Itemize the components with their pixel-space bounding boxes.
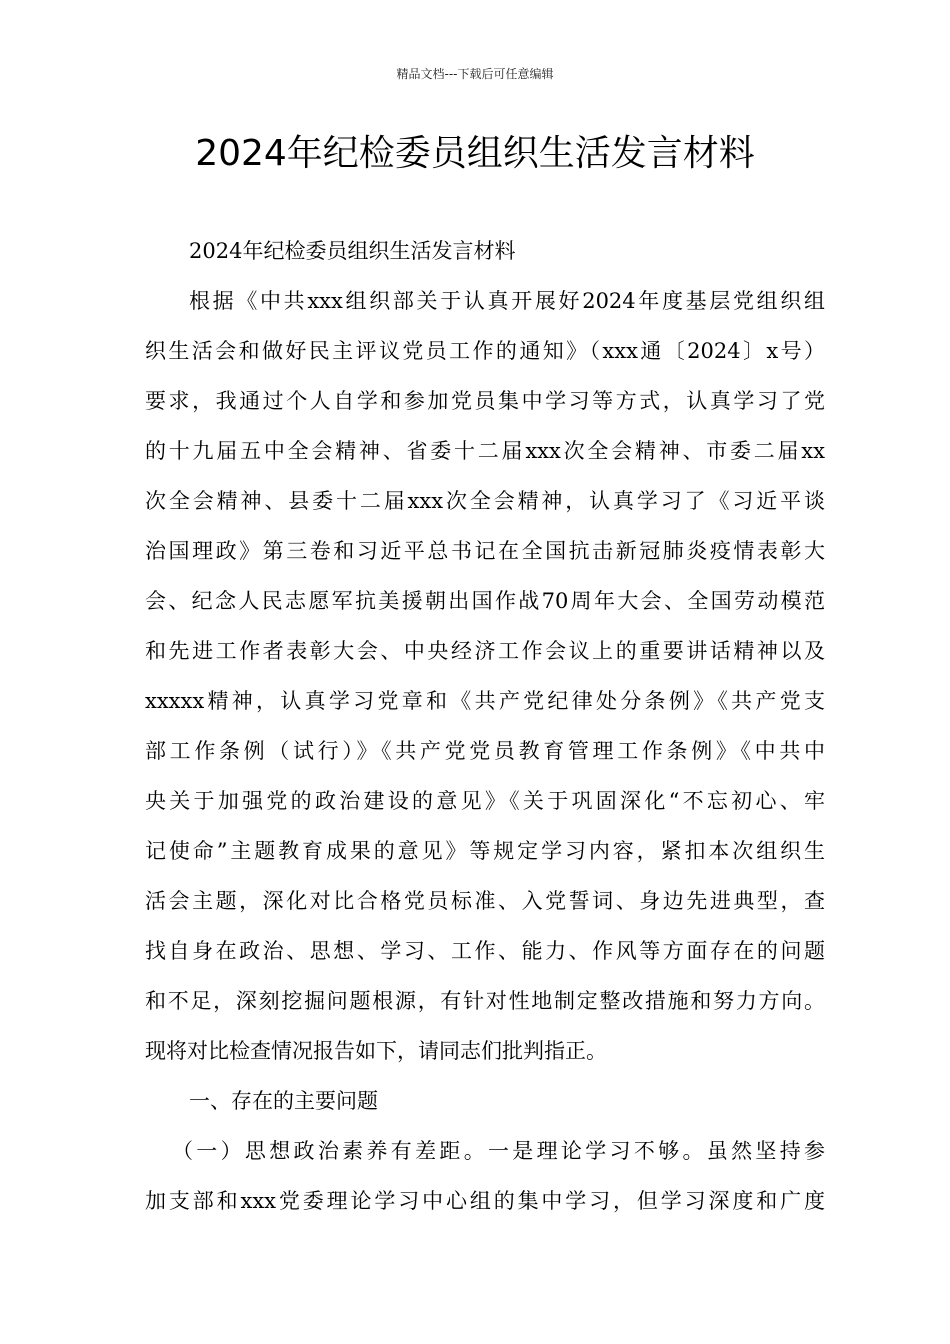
body-line: 现将对比检查情况报告如下，请同志们批判指正。	[145, 1039, 607, 1063]
body-line: 2024年纪检委员组织生活发言材料	[189, 239, 516, 263]
body-line: 记使命”主题教育成果的意见》等规定学习内容，紧扣本次组织生	[145, 839, 825, 863]
body-line: 的十九届五中全会精神、省委十二届xxx次全会精神、市委二届xx	[145, 439, 825, 463]
body-line: 和先进工作者表彰大会、中央经济工作会议上的重要讲话精神以及	[145, 639, 825, 663]
body-line: 活会主题，深化对比合格党员标准、入党誓词、身边先进典型，查	[145, 889, 825, 913]
section-heading: 一、存在的主要问题	[189, 1089, 378, 1113]
body-line: 织生活会和做好民主评议党员工作的通知》（xxx通〔2024〕x号）	[145, 339, 825, 363]
body-line: （一）思想政治素养有差距。一是理论学习不够。虽然坚持参	[172, 1139, 825, 1163]
body-line: 央关于加强党的政治建设的意见》《关于巩固深化“不忘初心、牢	[145, 789, 825, 813]
body-line: 和不足，深刻挖掘问题根源，有针对性地制定整改措施和努力方向。	[145, 989, 825, 1013]
body-line: 找自身在政治、思想、学习、工作、能力、作风等方面存在的问题	[145, 939, 825, 963]
body-line: 根据《中共xxx组织部关于认真开展好2024年度基层党组织组	[189, 289, 825, 313]
body-line: 部工作条例（试行）》《共产党党员教育管理工作条例》《中共中	[145, 739, 825, 763]
body-line: xxxxx精神，认真学习党章和《共产党纪律处分条例》《共产党支	[145, 689, 825, 713]
body-line: 会、纪念人民志愿军抗美援朝出国作战70周年大会、全国劳动模范	[145, 589, 825, 613]
body-line: 治国理政》第三卷和习近平总书记在全国抗击新冠肺炎疫情表彰大	[145, 539, 825, 563]
body-line: 次全会精神、县委十二届xxx次全会精神，认真学习了《习近平谈	[145, 489, 825, 513]
page-header: 精品文档---下载后可任意编辑	[396, 67, 554, 81]
body-line: 加支部和xxx党委理论学习中心组的集中学习，但学习深度和广度	[145, 1189, 825, 1213]
body-line: 要求，我通过个人自学和参加党员集中学习等方式，认真学习了党	[145, 389, 825, 413]
document-title: 2024年纪检委员组织生活发言材料	[195, 133, 755, 174]
